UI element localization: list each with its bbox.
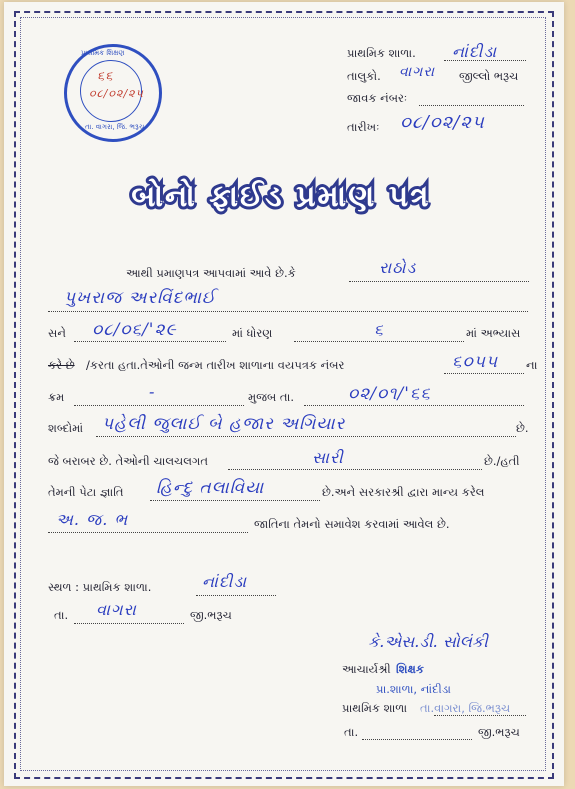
subcaste: હિન્દુ તલાવિયા — [156, 478, 265, 498]
line8-end: છે.અને સરકારશ્રી દ્વારા માન્ય કરેલ — [322, 485, 485, 499]
stamp-taluka: તા.વાગરા, જિ.ભરૂચ — [420, 701, 511, 715]
stamp-number: ૬૬ — [97, 69, 114, 84]
standard-line — [294, 341, 464, 342]
ta-label: તા. — [54, 608, 69, 622]
title-text: બોનો ફાઈડ પ્રમાણ પત્ર — [131, 179, 431, 214]
taluka-value: વાગરા — [399, 64, 436, 80]
line3-c: માં અભ્યાસ — [466, 326, 521, 340]
footer-ta-label: તા. — [344, 725, 359, 739]
line6-end: છે. — [516, 421, 529, 435]
line6-a: શબ્દોમાં — [48, 421, 84, 435]
serial-line — [74, 405, 244, 406]
birth-date-line — [304, 405, 524, 406]
line3-b: માં ધોરણ — [232, 326, 273, 340]
admission-date: ૦૮/૦૬/'૨૯ — [92, 320, 177, 340]
line1-text: આથી પ્રમાણપત્ર આપવામાં આવે છે.કે — [126, 266, 296, 280]
district-label: જીલ્લો ભરૂચ — [459, 69, 519, 83]
stamp-school: પ્રા.શાળા, નાંદીડા — [376, 682, 451, 696]
full-name: પુખરાજ અરવિંદભાઈ — [64, 288, 216, 308]
line7-a: જે બરાબર છે. તેઓની ચાલચલગત — [48, 454, 208, 468]
register-number: ૬૦૫૫ — [452, 352, 499, 372]
certificate-paper — [4, 2, 564, 786]
date-value: ૦૮/૦૨/૨૫ — [400, 112, 485, 133]
place-label: સ્થળ : પ્રાથમિક શાળા. — [48, 580, 152, 594]
stamp-bottom-text: તા. વાગરા, જિ. ભરૂચ — [85, 123, 145, 131]
stamp-outer-text: પ્રાથમિક શિક્ષણ — [81, 49, 125, 57]
conduct-line — [228, 469, 482, 470]
school-label: પ્રાથમિક શાળા. — [347, 46, 416, 60]
certificate-title — [122, 170, 440, 220]
line5-b: મુજબ તા. — [248, 390, 294, 404]
place-value: નાંદીડા — [202, 572, 248, 591]
line9-end: જાતિના તેમનો સમાવેશ કરવામાં આવેલ છે. — [254, 517, 450, 531]
birth-date: ૦૨/૦૧/'૬૬ — [348, 384, 431, 404]
subcaste-line — [150, 500, 320, 501]
line7-end: છે./હતી — [484, 454, 520, 468]
admission-line — [74, 341, 226, 342]
signature: કે.એસ.ડી. સોલંકી — [368, 632, 488, 651]
taluka-label: તાલુકો. — [347, 69, 381, 83]
line8-a: તેમની પેટા જ્ઞાતિ — [48, 485, 124, 499]
ta-line — [74, 623, 184, 624]
school-value: નાંદીડા — [452, 42, 498, 61]
standard: ૬ — [374, 320, 384, 339]
line5-a: ક્રમ — [48, 390, 65, 404]
line4-end: ના — [526, 358, 538, 372]
ji-label: જી.ભરૂચ — [190, 608, 232, 622]
category-line — [48, 532, 248, 533]
birth-date-words: પહેલી જુલાઈ બે હજાર અગિયાર — [102, 414, 346, 434]
place-line — [196, 595, 276, 596]
serial-number: - — [149, 382, 156, 401]
conduct: સારી — [312, 448, 344, 467]
school-stamp — [64, 44, 162, 142]
surname-line — [349, 281, 529, 282]
outward-label: જાવક નંબરઃ — [347, 91, 408, 105]
date-label: તારીખઃ — [347, 120, 380, 134]
footer-ta-line — [362, 739, 472, 740]
outward-line — [419, 105, 524, 106]
line3-a: સને — [48, 326, 66, 340]
category: અ. જ. ભ — [56, 510, 129, 529]
stamp-date: ૦૮/૦૨/૨૫ — [89, 87, 144, 100]
footer-school-label: પ્રાથમિક શાળા — [342, 701, 408, 715]
birth-words-line — [96, 436, 516, 437]
footer-ji-label: જી.ભરૂચ — [478, 725, 520, 739]
register-line — [444, 373, 524, 374]
ta-value: વાગરા — [96, 600, 137, 619]
line4-text: /કરતા હતા.તેઓની જન્મ તારીખ શાળાના વયપત્રક નંબર — [86, 358, 345, 372]
surname: રાઠોડ — [379, 258, 417, 277]
shikshak-stamp: શિક્ષક — [396, 662, 424, 676]
name-line — [48, 311, 528, 312]
principal-title: આચાર્યશ્રી — [342, 662, 391, 676]
line4-struck: કરે છે — [48, 358, 75, 372]
